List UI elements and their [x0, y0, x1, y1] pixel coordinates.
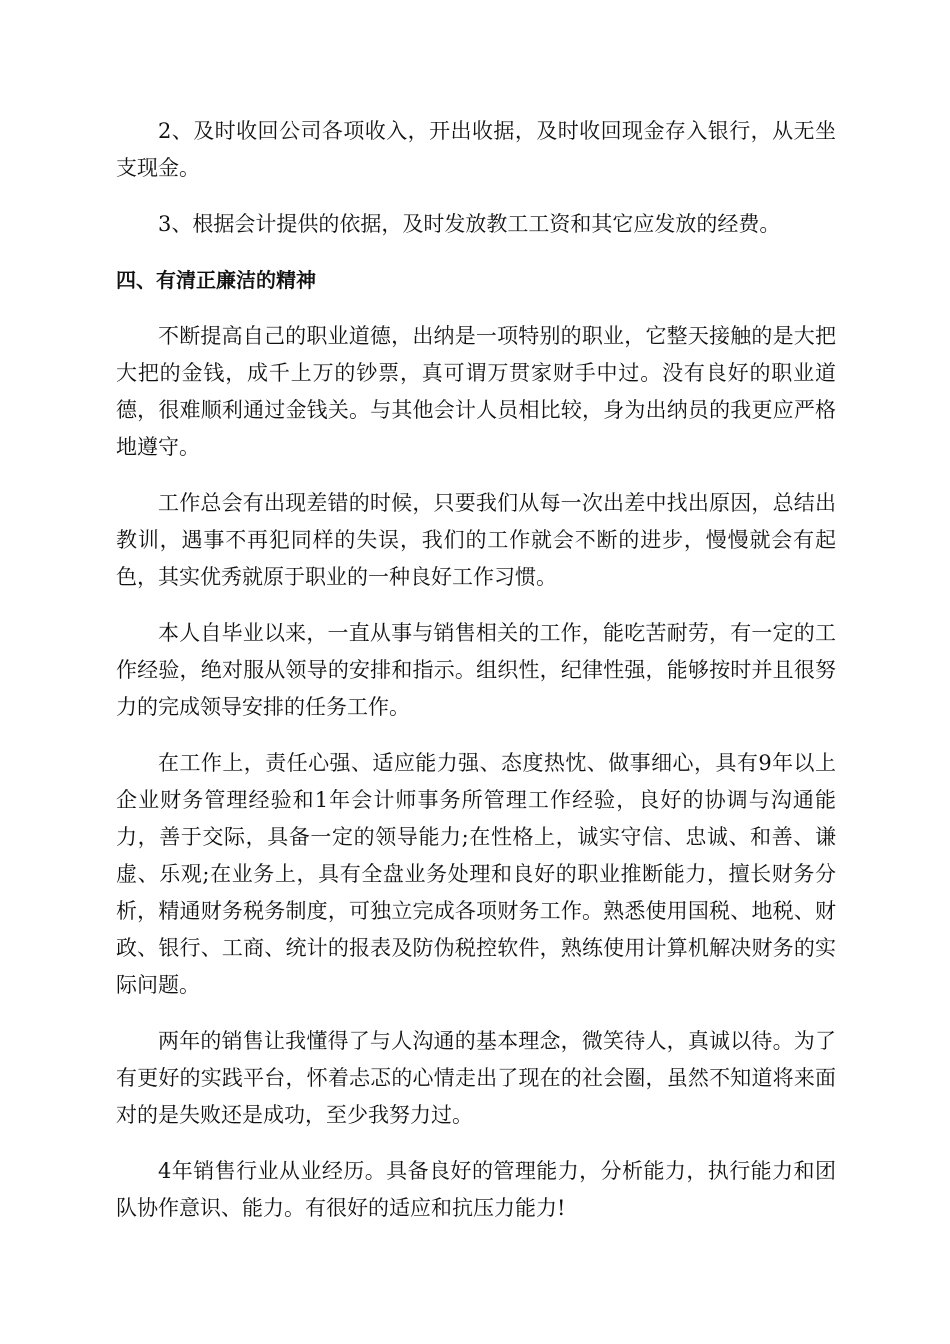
section-heading: 四、有清正廉洁的精神	[116, 268, 316, 292]
paragraph-professional-ethics: 不断提高自己的职业道德，出纳是一项特别的职业，它整天接触的是大把大把的金钱，成千上万的钞票，真可谓万贯家财手中过。没有良好的职业道德，很难顺利通过金钱关。与其他会计人员相比较，身为出纳员的我更应严格地遵守。	[116, 324, 836, 459]
paragraph-communication: 两年的销售让我懂得了与人沟通的基本理念，微笑待人，真诚以待。为了有更好的实践平台，怀着忐忑的心情走出了现在的社会圈，虽然不知道将来面对的是失败还是成功，至少我努力过。	[116, 1029, 836, 1127]
paragraph-work-qualities: 在工作上，责任心强、适应能力强、态度热忱、做事细心，具有9年以上企业财务管理经验和1年会计师事务所管理工作经验，良好的协调与沟通能力，善于交际，具备一定的领导能力;在性格上，诚实守信、忠诚、和善、谦虚、乐观;在业务上，具有全盘业务处理和良好的职业推断能力，擅长财务分析，精通财务税务制度，可独立完成各项财务工作。熟悉使用国税、地税、财政、银行、工商、统计的报表及防伪税控软件，熟练使用计算机解决财务的实际问题。	[116, 751, 836, 997]
document-body	[116, 113, 836, 1246]
paragraph-sales-experience: 本人自毕业以来，一直从事与销售相关的工作，能吃苦耐劳，有一定的工作经验，绝对服从领导的安排和指示。组织性，纪律性强，能够按时并且很努力的完成领导安排的任务工作。	[116, 621, 836, 719]
paragraph-item-3: 3、根据会计提供的依据，及时发放教工工资和其它应发放的经费。	[158, 212, 781, 236]
paragraph-learning-from-errors: 工作总会有出现差错的时候，只要我们从每一次出差中找出原因，总结出教训，遇事不再犯同样的失误，我们的工作就会不断的进步，慢慢就会有起色，其实优秀就原于职业的一种良好工作习惯。	[116, 491, 836, 589]
paragraph-item-2: 2、及时收回公司各项收入，开出收据，及时收回现金存入银行，从无坐支现金。	[116, 119, 836, 180]
paragraph-sales-industry: 4年销售行业从业经历。具备良好的管理能力，分析能力，执行能力和团队协作意识、能力。有很好的适应和抗压力能力!	[116, 1159, 836, 1220]
